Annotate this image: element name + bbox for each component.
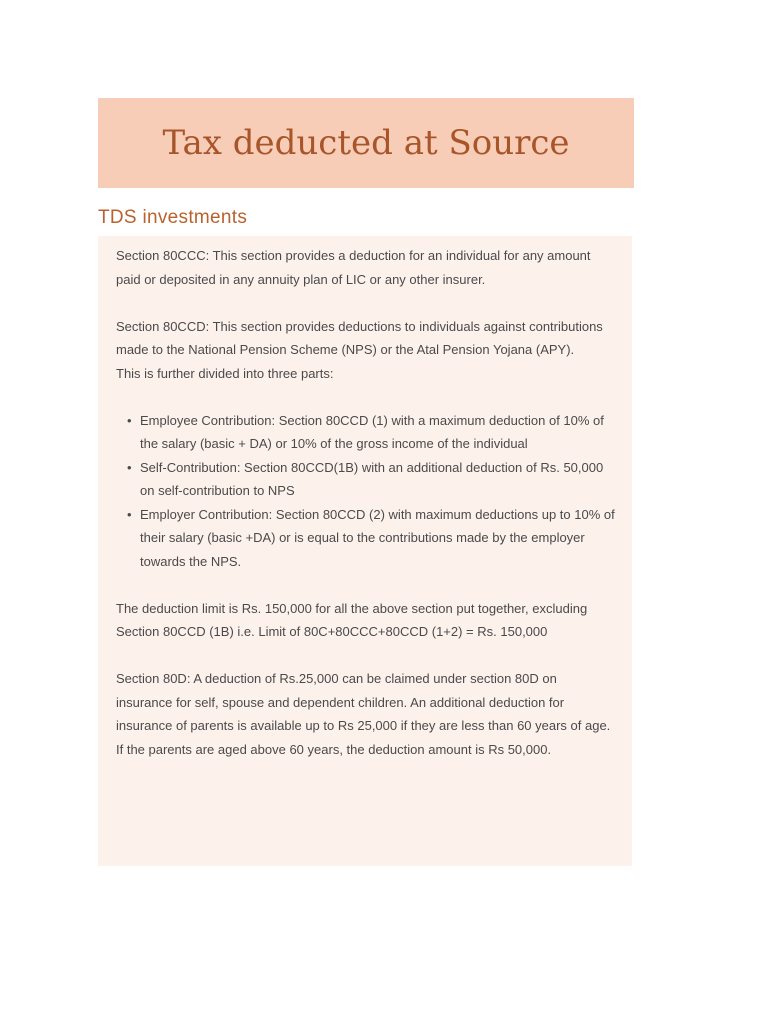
title-banner: [98, 98, 634, 188]
spacer: [116, 573, 616, 597]
bullet-icon: •: [127, 459, 132, 475]
list-item: [127, 409, 616, 456]
paragraph-80ccd-parts: This is further divided into three parts:: [116, 365, 334, 381]
paragraph-80ccd: Section 80CCD: This section provides deductions to individuals against contributions made to the National Pension Scheme (NPS) or the Atal Pension Yojana (APY).: [116, 318, 603, 357]
list-item-text: Self-Contribution: Section 80CCD(1B) with an additional deduction of Rs. 50,000 on self-contribution to NPS: [140, 459, 604, 498]
section-heading: TDS investments: [98, 207, 248, 228]
bullet-icon: •: [127, 506, 132, 522]
page-title: Tax deducted at Source: [162, 123, 570, 163]
paragraph-80d: Section 80D: A deduction of Rs.25,000 can be claimed under section 80D on insurance for self, spouse and dependent children. An additional deduction for insurance of parents is available up to Rs 25,000 if they are less than 60 years of age. If the parents are aged above 60 years, the deduction amount is Rs 50,000.: [116, 671, 611, 757]
content-box: [98, 236, 632, 866]
spacer: [116, 644, 616, 668]
contribution-list: [116, 409, 616, 574]
list-item: [127, 503, 616, 574]
paragraph-deduction-limit: The deduction limit is Rs. 150,000 for all the above section put together, excluding Section 80CCD (1B) i.e. Limit of 80C+80CCC+80CCD (1+2) = Rs. 150,000: [116, 600, 588, 639]
spacer: [116, 291, 616, 315]
list-item-text: Employer Contribution: Section 80CCD (2) with maximum deductions up to 10% of their salary (basic +DA) or is equal to the contributions made by the employer towards the NPS.: [140, 506, 615, 569]
list-item-text: Employee Contribution: Section 80CCD (1) with a maximum deduction of 10% of the salary (basic + DA) or 10% of the gross income of the individual: [140, 412, 604, 451]
list-item: [127, 456, 616, 503]
spacer: [116, 385, 616, 409]
paragraph-80ccc: Section 80CCC: This section provides a deduction for an individual for any amount paid or deposited in any annuity plan of LIC or any other insurer.: [116, 248, 591, 287]
bullet-icon: •: [127, 412, 132, 428]
